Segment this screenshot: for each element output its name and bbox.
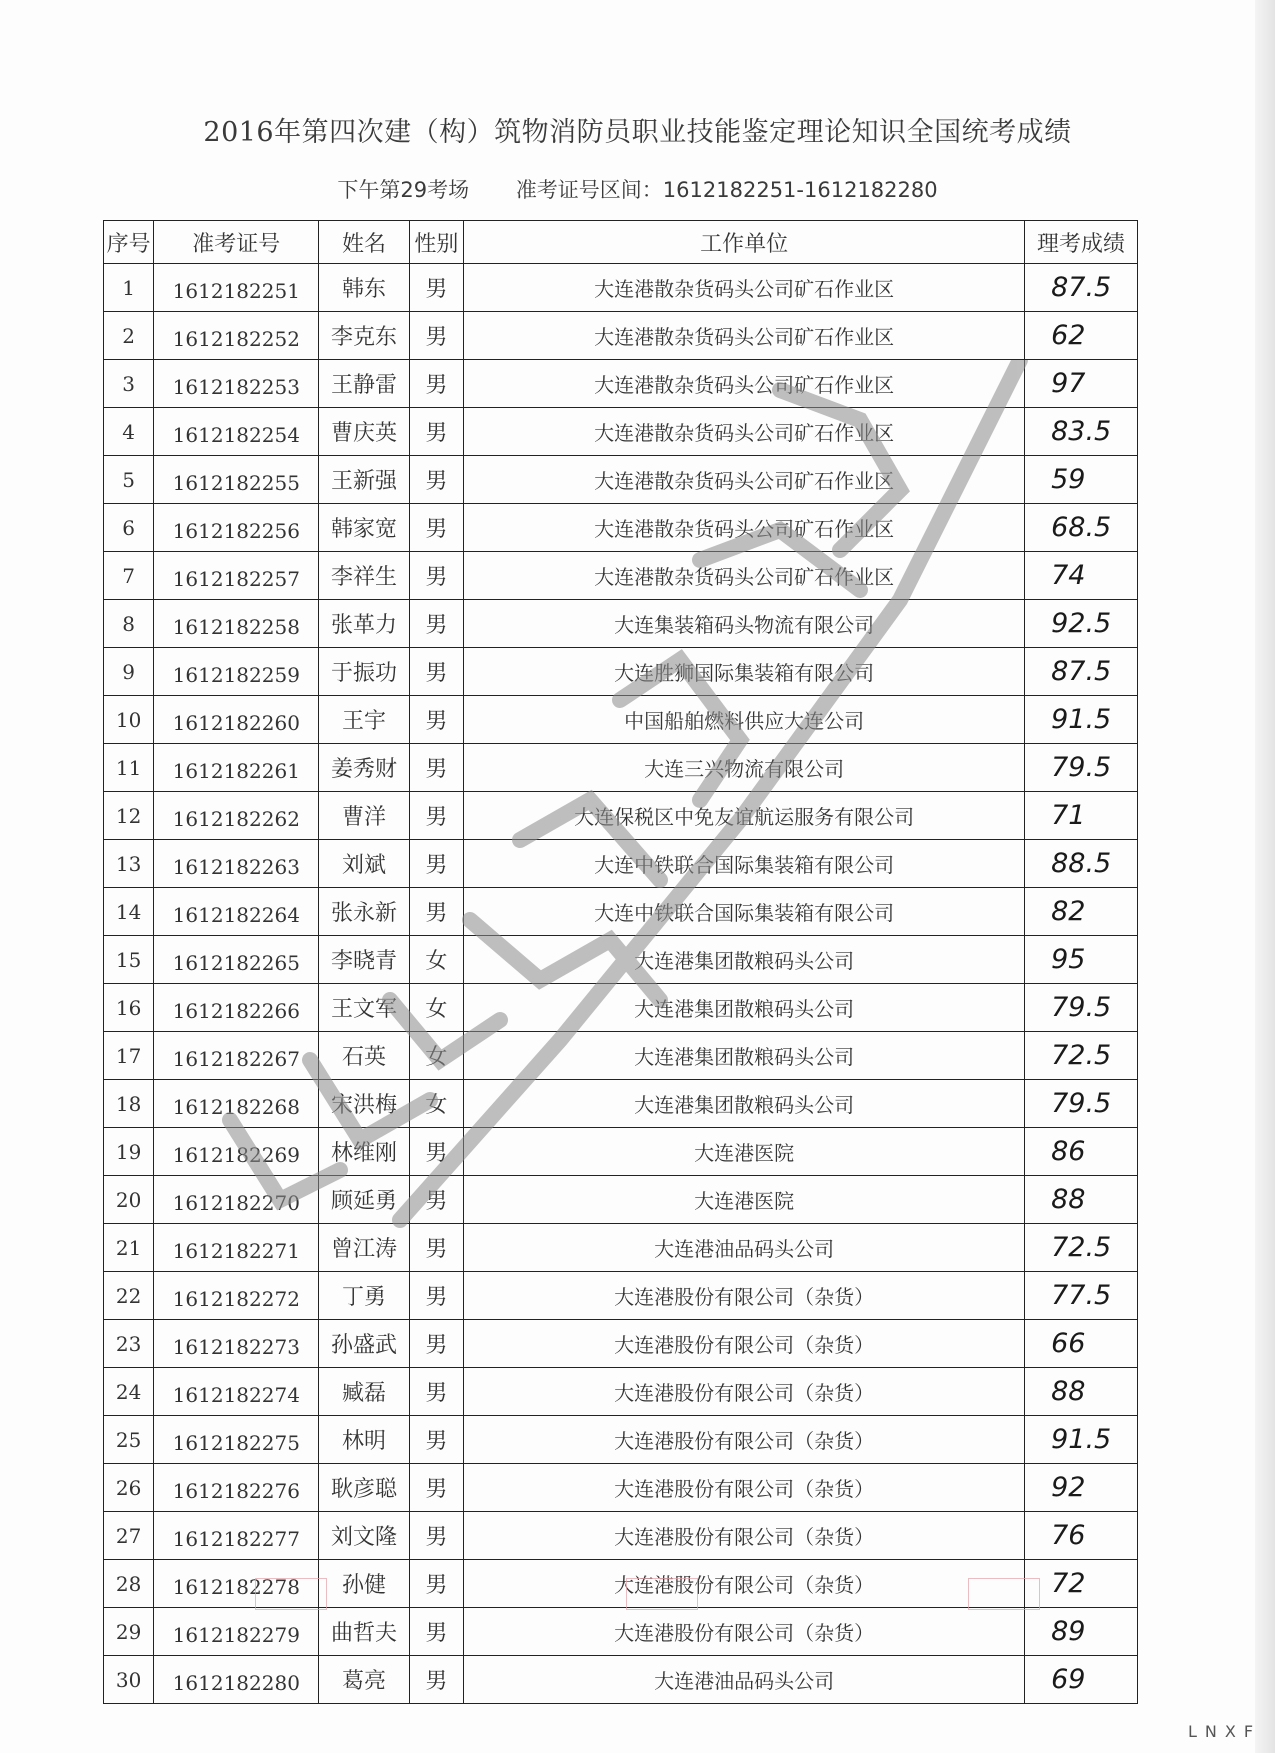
cell-gender: 男 <box>409 456 464 504</box>
cell-cert: 1612182259 <box>154 648 319 696</box>
table-row <box>104 1080 1138 1128</box>
cell-score: 89 <box>1025 1608 1138 1656</box>
cell-name: 曹洋 <box>319 792 409 840</box>
cell-seq: 15 <box>104 936 154 984</box>
cell-unit: 大连港股份有限公司（杂货） <box>464 1368 1025 1416</box>
cell-score: 92 <box>1025 1464 1138 1512</box>
table-row <box>104 1368 1138 1416</box>
cell-seq: 4 <box>104 408 154 456</box>
cell-gender: 男 <box>409 1560 464 1608</box>
cell-name: 孙盛武 <box>319 1320 409 1368</box>
cell-gender: 男 <box>409 792 464 840</box>
cell-unit: 大连保税区中免友谊航运服务有限公司 <box>464 792 1025 840</box>
table-row <box>104 1656 1138 1704</box>
cell-gender: 男 <box>409 1464 464 1512</box>
cell-cert: 1612182256 <box>154 504 319 552</box>
red-seal-stamp-middle <box>626 1578 698 1610</box>
cell-name: 李晓青 <box>319 936 409 984</box>
cell-cert: 1612182272 <box>154 1272 319 1320</box>
cell-score: 79.5 <box>1025 744 1138 792</box>
cell-gender: 男 <box>409 408 464 456</box>
cell-cert: 1612182278 <box>154 1560 319 1608</box>
table-row <box>104 1128 1138 1176</box>
cell-cert: 1612182260 <box>154 696 319 744</box>
cell-seq: 16 <box>104 984 154 1032</box>
table-row <box>104 696 1138 744</box>
column-header-gender: 性别 <box>409 221 464 264</box>
cell-unit: 大连三兴物流有限公司 <box>464 744 1025 792</box>
table-row <box>104 552 1138 600</box>
cell-cert: 1612182270 <box>154 1176 319 1224</box>
cell-cert: 1612182267 <box>154 1032 319 1080</box>
cell-name: 耿彦聪 <box>319 1464 409 1512</box>
cell-score: 97 <box>1025 360 1138 408</box>
table-row <box>104 1224 1138 1272</box>
cell-name: 顾延勇 <box>319 1176 409 1224</box>
cell-name: 石英 <box>319 1032 409 1080</box>
cell-unit: 大连港集团散粮码头公司 <box>464 984 1025 1032</box>
cell-seq: 9 <box>104 648 154 696</box>
cell-score: 66 <box>1025 1320 1138 1368</box>
cell-score: 62 <box>1025 312 1138 360</box>
cell-cert: 1612182268 <box>154 1080 319 1128</box>
cell-seq: 1 <box>104 264 154 312</box>
cell-cert: 1612182279 <box>154 1608 319 1656</box>
cell-name: 李祥生 <box>319 552 409 600</box>
cell-unit: 大连港股份有限公司（杂货） <box>464 1560 1025 1608</box>
cell-seq: 2 <box>104 312 154 360</box>
cell-score: 69 <box>1025 1656 1138 1704</box>
cell-name: 曲哲夫 <box>319 1608 409 1656</box>
cell-seq: 11 <box>104 744 154 792</box>
cell-cert: 1612182252 <box>154 312 319 360</box>
cell-cert: 1612182266 <box>154 984 319 1032</box>
page-subtitle <box>0 174 1275 204</box>
cell-gender: 男 <box>409 264 464 312</box>
cell-cert: 1612182253 <box>154 360 319 408</box>
table-row <box>104 984 1138 1032</box>
cell-score: 72.5 <box>1025 1224 1138 1272</box>
cell-gender: 男 <box>409 312 464 360</box>
table-row <box>104 1272 1138 1320</box>
cell-score: 92.5 <box>1025 600 1138 648</box>
cell-gender: 男 <box>409 552 464 600</box>
cell-gender: 男 <box>409 600 464 648</box>
cell-seq: 18 <box>104 1080 154 1128</box>
cell-unit: 大连港散杂货码头公司矿石作业区 <box>464 312 1025 360</box>
cell-unit: 大连港散杂货码头公司矿石作业区 <box>464 408 1025 456</box>
table-row <box>104 744 1138 792</box>
cell-name: 林维刚 <box>319 1128 409 1176</box>
cell-seq: 5 <box>104 456 154 504</box>
cell-name: 丁勇 <box>319 1272 409 1320</box>
cell-name: 葛亮 <box>319 1656 409 1704</box>
cell-name: 曾江涛 <box>319 1224 409 1272</box>
cell-unit: 大连港散杂货码头公司矿石作业区 <box>464 504 1025 552</box>
column-header-cert: 准考证号 <box>154 221 319 264</box>
cell-unit: 大连港股份有限公司（杂货） <box>464 1272 1025 1320</box>
cell-unit: 大连港股份有限公司（杂货） <box>464 1416 1025 1464</box>
cell-gender: 男 <box>409 696 464 744</box>
cell-seq: 30 <box>104 1656 154 1704</box>
cell-name: 曹庆英 <box>319 408 409 456</box>
cell-unit: 大连港油品码头公司 <box>464 1656 1025 1704</box>
cell-unit: 大连中铁联合国际集装箱有限公司 <box>464 888 1025 936</box>
exam-room-label: 下午第29考场 <box>337 178 470 202</box>
cell-gender: 女 <box>409 984 464 1032</box>
cell-seq: 23 <box>104 1320 154 1368</box>
cell-seq: 27 <box>104 1512 154 1560</box>
cell-cert: 1612182276 <box>154 1464 319 1512</box>
cell-name: 刘文隆 <box>319 1512 409 1560</box>
cell-name: 韩家宽 <box>319 504 409 552</box>
cell-gender: 男 <box>409 1128 464 1176</box>
score-table <box>103 220 1138 1704</box>
table-row <box>104 840 1138 888</box>
table-row <box>104 408 1138 456</box>
cell-name: 孙健 <box>319 1560 409 1608</box>
column-header-name: 姓名 <box>319 221 409 264</box>
cell-score: 87.5 <box>1025 264 1138 312</box>
cell-cert: 1612182254 <box>154 408 319 456</box>
table-row <box>104 1464 1138 1512</box>
cell-score: 87.5 <box>1025 648 1138 696</box>
cell-name: 张革力 <box>319 600 409 648</box>
cell-unit: 大连港油品码头公司 <box>464 1224 1025 1272</box>
cell-seq: 10 <box>104 696 154 744</box>
red-seal-stamp-left <box>255 1578 327 1610</box>
cell-score: 72 <box>1025 1560 1138 1608</box>
table-header-row <box>104 221 1138 264</box>
cell-unit: 大连中铁联合国际集装箱有限公司 <box>464 840 1025 888</box>
cell-cert: 1612182277 <box>154 1512 319 1560</box>
cell-cert: 1612182255 <box>154 456 319 504</box>
cell-cert: 1612182258 <box>154 600 319 648</box>
cell-cert: 1612182261 <box>154 744 319 792</box>
cell-gender: 女 <box>409 1080 464 1128</box>
cell-gender: 男 <box>409 888 464 936</box>
cell-cert: 1612182280 <box>154 1656 319 1704</box>
cert-range-label: 准考证号区间：1612182251-1612182280 <box>515 178 938 202</box>
cell-seq: 21 <box>104 1224 154 1272</box>
table-row <box>104 1416 1138 1464</box>
cell-score: 68.5 <box>1025 504 1138 552</box>
cell-unit: 中国船舶燃料供应大连公司 <box>464 696 1025 744</box>
table-row <box>104 648 1138 696</box>
cell-cert: 1612182262 <box>154 792 319 840</box>
cell-seq: 28 <box>104 1560 154 1608</box>
cell-name: 王新强 <box>319 456 409 504</box>
cell-gender: 男 <box>409 1512 464 1560</box>
cell-score: 79.5 <box>1025 984 1138 1032</box>
cell-cert: 1612182271 <box>154 1224 319 1272</box>
cell-seq: 12 <box>104 792 154 840</box>
cell-name: 韩东 <box>319 264 409 312</box>
cell-cert: 1612182251 <box>154 264 319 312</box>
cell-gender: 男 <box>409 840 464 888</box>
table-row <box>104 264 1138 312</box>
cell-unit: 大连港股份有限公司（杂货） <box>464 1608 1025 1656</box>
cell-score: 91.5 <box>1025 696 1138 744</box>
cell-gender: 男 <box>409 648 464 696</box>
table-row <box>104 1512 1138 1560</box>
cell-seq: 17 <box>104 1032 154 1080</box>
column-header-unit: 工作单位 <box>464 221 1025 264</box>
cell-name: 李克东 <box>319 312 409 360</box>
cell-seq: 7 <box>104 552 154 600</box>
cell-score: 79.5 <box>1025 1080 1138 1128</box>
cell-score: 91.5 <box>1025 1416 1138 1464</box>
cell-gender: 女 <box>409 936 464 984</box>
cell-name: 于振功 <box>319 648 409 696</box>
cell-unit: 大连港散杂货码头公司矿石作业区 <box>464 456 1025 504</box>
cell-name: 臧磊 <box>319 1368 409 1416</box>
cell-name: 宋洪梅 <box>319 1080 409 1128</box>
cell-unit: 大连港医院 <box>464 1176 1025 1224</box>
cell-gender: 男 <box>409 1320 464 1368</box>
column-header-seq: 序号 <box>104 221 154 264</box>
cell-unit: 大连港股份有限公司（杂货） <box>464 1320 1025 1368</box>
cell-unit: 大连胜狮国际集装箱有限公司 <box>464 648 1025 696</box>
cell-seq: 6 <box>104 504 154 552</box>
cell-unit: 大连港集团散粮码头公司 <box>464 1032 1025 1080</box>
cell-score: 83.5 <box>1025 408 1138 456</box>
cell-unit: 大连集装箱码头物流有限公司 <box>464 600 1025 648</box>
cell-name: 张永新 <box>319 888 409 936</box>
cell-seq: 20 <box>104 1176 154 1224</box>
cell-gender: 男 <box>409 1272 464 1320</box>
cell-cert: 1612182273 <box>154 1320 319 1368</box>
cell-gender: 男 <box>409 1224 464 1272</box>
cell-seq: 24 <box>104 1368 154 1416</box>
cell-score: 95 <box>1025 936 1138 984</box>
cell-gender: 男 <box>409 1656 464 1704</box>
cell-name: 姜秀财 <box>319 744 409 792</box>
cell-score: 71 <box>1025 792 1138 840</box>
cell-score: 88 <box>1025 1368 1138 1416</box>
table-row <box>104 936 1138 984</box>
table-row <box>104 600 1138 648</box>
column-header-score: 理考成绩 <box>1025 221 1138 264</box>
cell-gender: 男 <box>409 1608 464 1656</box>
cell-score: 77.5 <box>1025 1272 1138 1320</box>
corner-mark: LNXF <box>1188 1722 1262 1741</box>
cell-gender: 男 <box>409 504 464 552</box>
cell-gender: 男 <box>409 1416 464 1464</box>
cell-score: 86 <box>1025 1128 1138 1176</box>
cell-seq: 22 <box>104 1272 154 1320</box>
cell-gender: 男 <box>409 360 464 408</box>
table-row <box>104 1176 1138 1224</box>
cell-cert: 1612182264 <box>154 888 319 936</box>
table-row <box>104 312 1138 360</box>
cell-score: 76 <box>1025 1512 1138 1560</box>
cell-unit: 大连港散杂货码头公司矿石作业区 <box>464 360 1025 408</box>
cell-cert: 1612182269 <box>154 1128 319 1176</box>
cell-seq: 26 <box>104 1464 154 1512</box>
cell-unit: 大连港散杂货码头公司矿石作业区 <box>464 552 1025 600</box>
cell-score: 88 <box>1025 1176 1138 1224</box>
table-row <box>104 1608 1138 1656</box>
table-row <box>104 360 1138 408</box>
cell-score: 82 <box>1025 888 1138 936</box>
cell-seq: 19 <box>104 1128 154 1176</box>
cell-score: 88.5 <box>1025 840 1138 888</box>
cell-name: 王宇 <box>319 696 409 744</box>
cell-cert: 1612182263 <box>154 840 319 888</box>
cell-cert: 1612182274 <box>154 1368 319 1416</box>
red-seal-stamp-right <box>968 1578 1040 1610</box>
cell-unit: 大连港集团散粮码头公司 <box>464 1080 1025 1128</box>
cell-unit: 大连港散杂货码头公司矿石作业区 <box>464 264 1025 312</box>
cell-cert: 1612182265 <box>154 936 319 984</box>
cell-score: 72.5 <box>1025 1032 1138 1080</box>
page-title: 2016年第四次建（构）筑物消防员职业技能鉴定理论知识全国统考成绩 <box>203 117 1072 148</box>
cell-cert: 1612182257 <box>154 552 319 600</box>
cell-cert: 1612182275 <box>154 1416 319 1464</box>
table-row <box>104 456 1138 504</box>
cell-name: 王静雷 <box>319 360 409 408</box>
scan-edge-shadow <box>1255 0 1275 1753</box>
cell-seq: 13 <box>104 840 154 888</box>
cell-unit: 大连港股份有限公司（杂货） <box>464 1464 1025 1512</box>
cell-name: 王文军 <box>319 984 409 1032</box>
cell-seq: 3 <box>104 360 154 408</box>
table-row <box>104 888 1138 936</box>
cell-gender: 男 <box>409 744 464 792</box>
table-row <box>104 792 1138 840</box>
cell-name: 林明 <box>319 1416 409 1464</box>
cell-score: 59 <box>1025 456 1138 504</box>
cell-gender: 女 <box>409 1032 464 1080</box>
cell-unit: 大连港医院 <box>464 1128 1025 1176</box>
table-row <box>104 1320 1138 1368</box>
cell-unit: 大连港股份有限公司（杂货） <box>464 1512 1025 1560</box>
cell-score: 74 <box>1025 552 1138 600</box>
cell-seq: 29 <box>104 1608 154 1656</box>
table-row <box>104 1032 1138 1080</box>
cell-gender: 男 <box>409 1176 464 1224</box>
cell-unit: 大连港集团散粮码头公司 <box>464 936 1025 984</box>
cell-gender: 男 <box>409 1368 464 1416</box>
cell-seq: 8 <box>104 600 154 648</box>
cell-name: 刘斌 <box>319 840 409 888</box>
cell-seq: 14 <box>104 888 154 936</box>
table-row <box>104 504 1138 552</box>
score-table-body <box>104 264 1138 1704</box>
cell-seq: 25 <box>104 1416 154 1464</box>
